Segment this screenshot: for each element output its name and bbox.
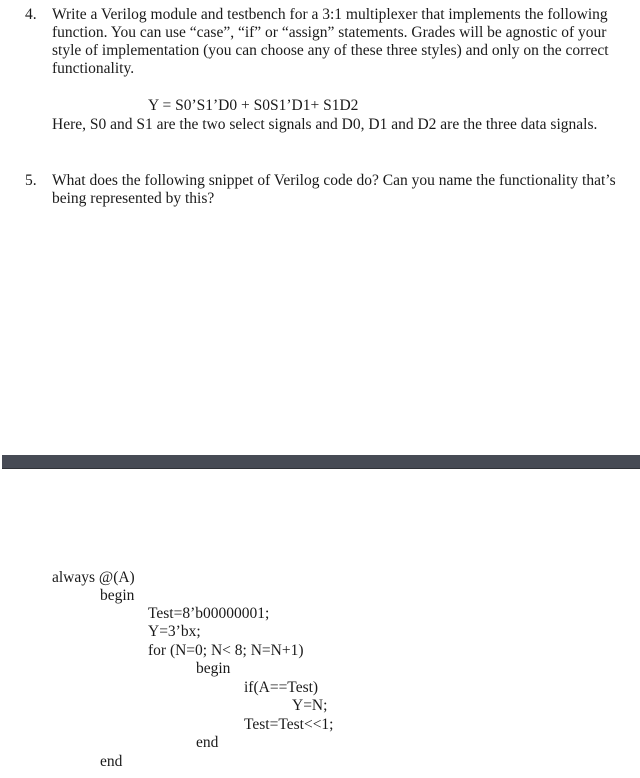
code-y-init: Y=3’bx; (148, 623, 201, 640)
signal-description: Here, S0 and S1 are the two select signals and D0, D1 and D2 are the three data signals. (52, 116, 598, 133)
code-test-init: Test=8’b00000001; (148, 605, 270, 622)
code-begin-outer: begin (100, 587, 135, 604)
code-y-assign: Y=N; (292, 697, 328, 714)
question-4-line-4: functionality. (52, 60, 135, 77)
code-for-loop: for (N=0; N< 8; N=N+1) (148, 642, 304, 659)
code-end-inner: end (196, 734, 219, 751)
question-5-number: 5. (25, 172, 37, 189)
code-always: always @(A) (52, 569, 135, 586)
question-4-line-3: style of implementation (you can choose any of these three styles) and only on the correct (52, 42, 609, 59)
page-divider (2, 455, 640, 469)
question-5-line-1: What does the following snippet of Verilog code do? Can you name the functionality that’s (52, 172, 616, 189)
mux-equation: Y = S0’S1’D0 + S0S1’D1+ S1D2 (148, 97, 359, 114)
question-4-number: 4. (25, 6, 37, 23)
code-shift: Test=Test<<1; (244, 716, 334, 733)
question-4-line-1: Write a Verilog module and testbench for a 3:1 multiplexer that implements the following (52, 6, 608, 23)
code-if-statement: if(A==Test) (244, 679, 319, 696)
code-end-outer: end (100, 753, 123, 770)
code-begin-inner: begin (196, 660, 231, 677)
question-4-line-2: function. You can use “case”, “if” or “assign” statements. Grades will be agnostic of your (52, 24, 607, 41)
question-5-line-2: being represented by this? (52, 190, 215, 207)
